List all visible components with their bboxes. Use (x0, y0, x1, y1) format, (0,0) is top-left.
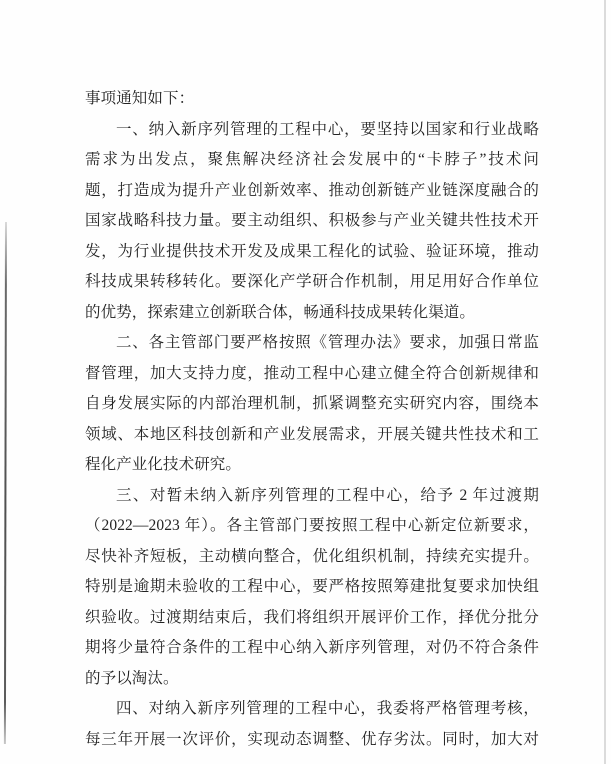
page-edge-line (604, 0, 606, 764)
document-line: 二、各主管部门要严格按照《管理办法》要求，加强日常监 (116, 334, 539, 351)
document-line: 自身发展实际的内部治理机制，抓紧调整充实研究内容，围绕本 (85, 395, 539, 412)
document-line: （2022—2023 年）。各主管部门要按照工程中心新定位新要求， (85, 517, 539, 534)
document-line: 每三年开展一次评价，实现动态调整、优存劣汰。同时，加大对 (85, 730, 539, 748)
document-line: 题，打造成为提升产业创新效率、推动创新链产业链深度融合的 (85, 181, 539, 199)
document-body (85, 84, 539, 755)
document-line: 织验收。过渡期结束后，我们将组织开展评价工作，择优分批分 (85, 608, 539, 626)
document-line: 事项通知如下： (85, 90, 195, 107)
document-line: 特别是逾期未验收的工程中心，要严格按照筹建批复要求加快组 (85, 578, 539, 595)
document-line: 发，为行业提供技术开发及成果工程化的试验、验证环境，推动 (85, 242, 539, 260)
document-line: 三、对暂未纳入新序列管理的工程中心，给予 2 年过渡期 (116, 486, 539, 504)
document-line: 需求为出发点，聚焦解决经济社会发展中的“卡脖子”技术问 (85, 151, 539, 168)
document-line: 期将少量符合条件的工程中心纳入新序列管理，对仍不符合条件 (85, 639, 539, 656)
document-line: 国家战略科技力量。要主动组织、积极参与产业关键共性技术开 (85, 212, 539, 229)
document-line: 四、对纳入新序列管理的工程中心，我委将严格管理考核， (116, 700, 539, 717)
scan-artifact-left-line (4, 222, 7, 744)
document-line: 的予以淘汰。 (85, 669, 179, 687)
document-line: 尽快补齐短板，主动横向整合，优化组织机制，持续充实提升。 (85, 547, 539, 565)
document-line: 科技成果转移转化。要深化产学研合作机制，用足用好合作单位 (85, 273, 539, 290)
document-line: 领域、本地区科技创新和产业发展需求，开展关键共性技术和工 (85, 425, 539, 443)
document-line: 程化产业化技术研究。 (85, 456, 242, 473)
document-line: 的优势，探索建立创新联合体，畅通科技成果转化渠道。 (85, 303, 476, 321)
document-line: 督管理，加大支持力度，推动工程中心建立健全符合创新规律和 (85, 364, 539, 382)
document-line: 一、纳入新序列管理的工程中心，要坚持以国家和行业战略 (116, 120, 539, 138)
